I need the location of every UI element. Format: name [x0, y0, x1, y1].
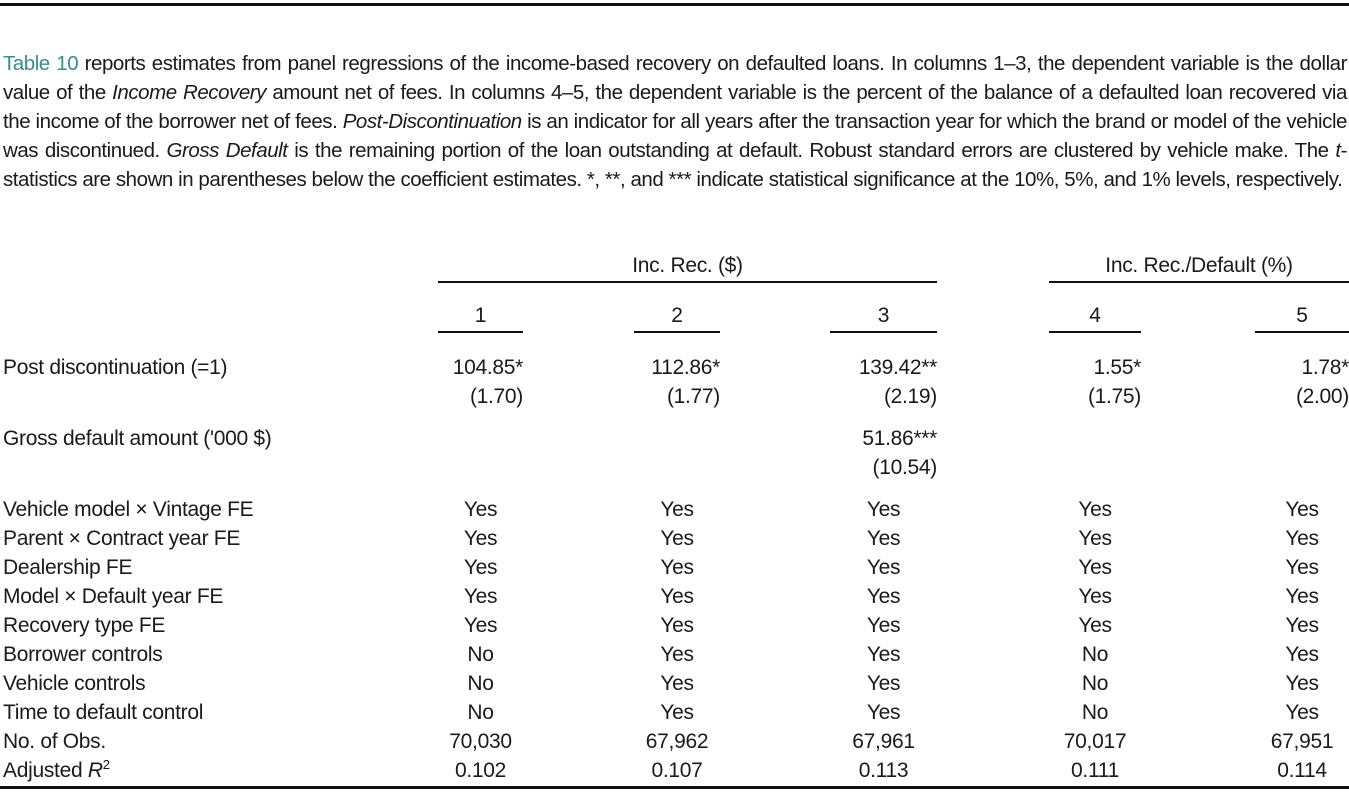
value-cell: 0.114 — [1277, 759, 1327, 782]
value-cell: Yes — [1078, 614, 1112, 637]
value-cell: 70,030 — [449, 730, 512, 753]
value-cell: Yes — [866, 701, 901, 724]
row-label — [3, 495, 253, 524]
coefficient-cell: 104.85* — [452, 356, 523, 379]
value-cell: Yes — [866, 643, 901, 666]
value-cell: 0.113 — [858, 759, 909, 782]
value-cell: No — [467, 701, 494, 724]
row-label — [3, 524, 240, 553]
caption-text: reports estimates from panel regressions of the income-based recovery on defaulted loans. In columns 1–3, the dependent variable is the dollar value of the — [3, 51, 1347, 104]
tstat-cell: (2.19) — [883, 385, 937, 408]
bottom-rule — [0, 786, 1349, 789]
coefficient-cell: 51.86*** — [862, 427, 937, 450]
value-cell: Yes — [1285, 701, 1319, 724]
value-cell: Yes — [463, 527, 498, 550]
caption-italic: Post-Discontinuation — [342, 109, 522, 133]
row-label — [3, 756, 110, 785]
row-label — [3, 611, 165, 640]
value-cell: Yes — [660, 614, 694, 637]
value-cell: 67,961 — [852, 730, 915, 753]
group-underline — [438, 281, 937, 283]
value-cell: Yes — [866, 585, 901, 608]
value-cell: Yes — [660, 672, 694, 695]
value-cell: Yes — [1078, 498, 1112, 521]
coefficient-cell: 1.55* — [1093, 356, 1141, 379]
table-caption — [3, 49, 1347, 194]
tstat-cell: (1.70) — [469, 385, 523, 408]
column-underline — [438, 331, 523, 333]
value-cell: Yes — [660, 701, 694, 724]
value-cell: No — [467, 672, 494, 695]
caption-italic: Income Recovery — [112, 80, 266, 104]
caption-text: amount net of fees. In columns 4–5, the dependent variable is the percent of the balance of a defaulted loan recovered via the income of the borrower net of fees. — [3, 80, 1347, 133]
tstat-cell: (2.00) — [1295, 385, 1349, 408]
value-cell: Yes — [1285, 643, 1319, 666]
value-cell: Yes — [463, 614, 498, 637]
top-rule — [0, 3, 1349, 6]
row-label — [3, 553, 132, 582]
group-underline — [1049, 281, 1349, 283]
caption-text: is an indicator for all years after the transaction year for which the brand or model of the vehicle was discontinued. — [3, 109, 1347, 162]
column-header-2: 2 — [671, 304, 683, 327]
value-cell: No — [467, 643, 494, 666]
caption-text: -statistics are shown in parentheses below the coefficient estimates. *, **, and *** indicate statistical significance at the 10%, 5%, and 1% levels, respectively. — [3, 138, 1347, 191]
column-header-4: 4 — [1089, 304, 1101, 327]
value-cell: Yes — [1078, 527, 1112, 550]
row-label-text: Parent × Contract year FE — [3, 527, 241, 550]
value-cell: 70,017 — [1063, 730, 1127, 753]
row-label-text: Model × Default year FE — [3, 585, 224, 608]
value-cell: No — [1081, 672, 1109, 695]
coefficient-cell: 112.86* — [651, 356, 720, 379]
value-cell: Yes — [1285, 585, 1319, 608]
value-cell: Yes — [660, 527, 694, 550]
row-label-text: Vehicle controls — [3, 672, 146, 695]
value-cell: 0.102 — [454, 759, 507, 782]
value-cell: Yes — [1078, 556, 1112, 579]
row-label — [3, 582, 223, 611]
caption-text: is the remaining portion of the loan outstanding at default. Robust standard errors are clustered by vehicle make. The — [287, 138, 1336, 162]
value-cell: Yes — [1285, 498, 1319, 521]
value-cell: Yes — [1078, 585, 1112, 608]
row-label: Post discontinuation (=1) — [3, 356, 228, 379]
row-label — [3, 669, 145, 698]
row-label — [3, 640, 162, 669]
value-cell: No — [1081, 701, 1109, 724]
caption-italic: Gross Default — [166, 138, 288, 162]
column-header-5: 5 — [1296, 304, 1308, 327]
caption-italic: t — [1335, 138, 1341, 162]
value-cell: Yes — [660, 643, 694, 666]
value-cell: Yes — [1285, 672, 1319, 695]
row-label-text: Vehicle model × Vintage FE — [3, 498, 254, 521]
coefficient-cell: 139.42** — [858, 356, 937, 379]
row-label-text: Adjusted R — [3, 759, 103, 782]
tstat-cell: (1.75) — [1087, 385, 1141, 408]
value-cell: Yes — [660, 498, 694, 521]
value-cell: Yes — [660, 556, 694, 579]
value-cell: Yes — [866, 527, 901, 550]
value-cell: Yes — [463, 585, 498, 608]
coefficient-cell: 1.78* — [1301, 356, 1349, 379]
row-label: Gross default amount ('000 $) — [3, 427, 272, 450]
column-underline — [634, 331, 720, 333]
value-cell: Yes — [866, 614, 901, 637]
column-underline — [1255, 331, 1349, 333]
value-cell: 67,962 — [645, 730, 709, 753]
value-cell: Yes — [1285, 527, 1319, 550]
row-label-text: Recovery type FE — [3, 614, 166, 637]
column-header-3: 3 — [877, 304, 890, 327]
column-underline — [830, 331, 937, 333]
tstat-cell: (1.77) — [666, 385, 720, 408]
table-reference-link[interactable]: Table 10 — [3, 51, 79, 75]
row-label — [3, 698, 203, 727]
value-cell: Yes — [660, 585, 694, 608]
value-cell: Yes — [866, 498, 901, 521]
column-underline — [1049, 331, 1141, 333]
row-label-text: No. of Obs. — [3, 730, 106, 753]
value-cell: Yes — [463, 498, 498, 521]
row-label-text: Borrower controls — [3, 643, 163, 666]
column-header-1: 1 — [474, 304, 487, 327]
value-cell: 0.111 — [1071, 759, 1119, 782]
value-cell: Yes — [866, 672, 901, 695]
value-cell: Yes — [1285, 614, 1319, 637]
row-label — [3, 727, 106, 756]
value-cell: 0.107 — [651, 759, 703, 782]
group-header-recovery-ratio: Inc. Rec./Default (%) — [1105, 254, 1293, 277]
row-label-text: Dealership FE — [3, 556, 133, 579]
row-label-superscript: 2 — [102, 757, 110, 772]
group-header-income-recovery: Inc. Rec. ($) — [632, 254, 743, 277]
value-cell: 67,951 — [1270, 730, 1334, 753]
value-cell: Yes — [866, 556, 901, 579]
value-cell: No — [1081, 643, 1109, 666]
value-cell: Yes — [463, 556, 498, 579]
tstat-cell: (10.54) — [872, 456, 937, 479]
row-label-text: Time to default control — [3, 701, 204, 724]
value-cell: Yes — [1285, 556, 1319, 579]
